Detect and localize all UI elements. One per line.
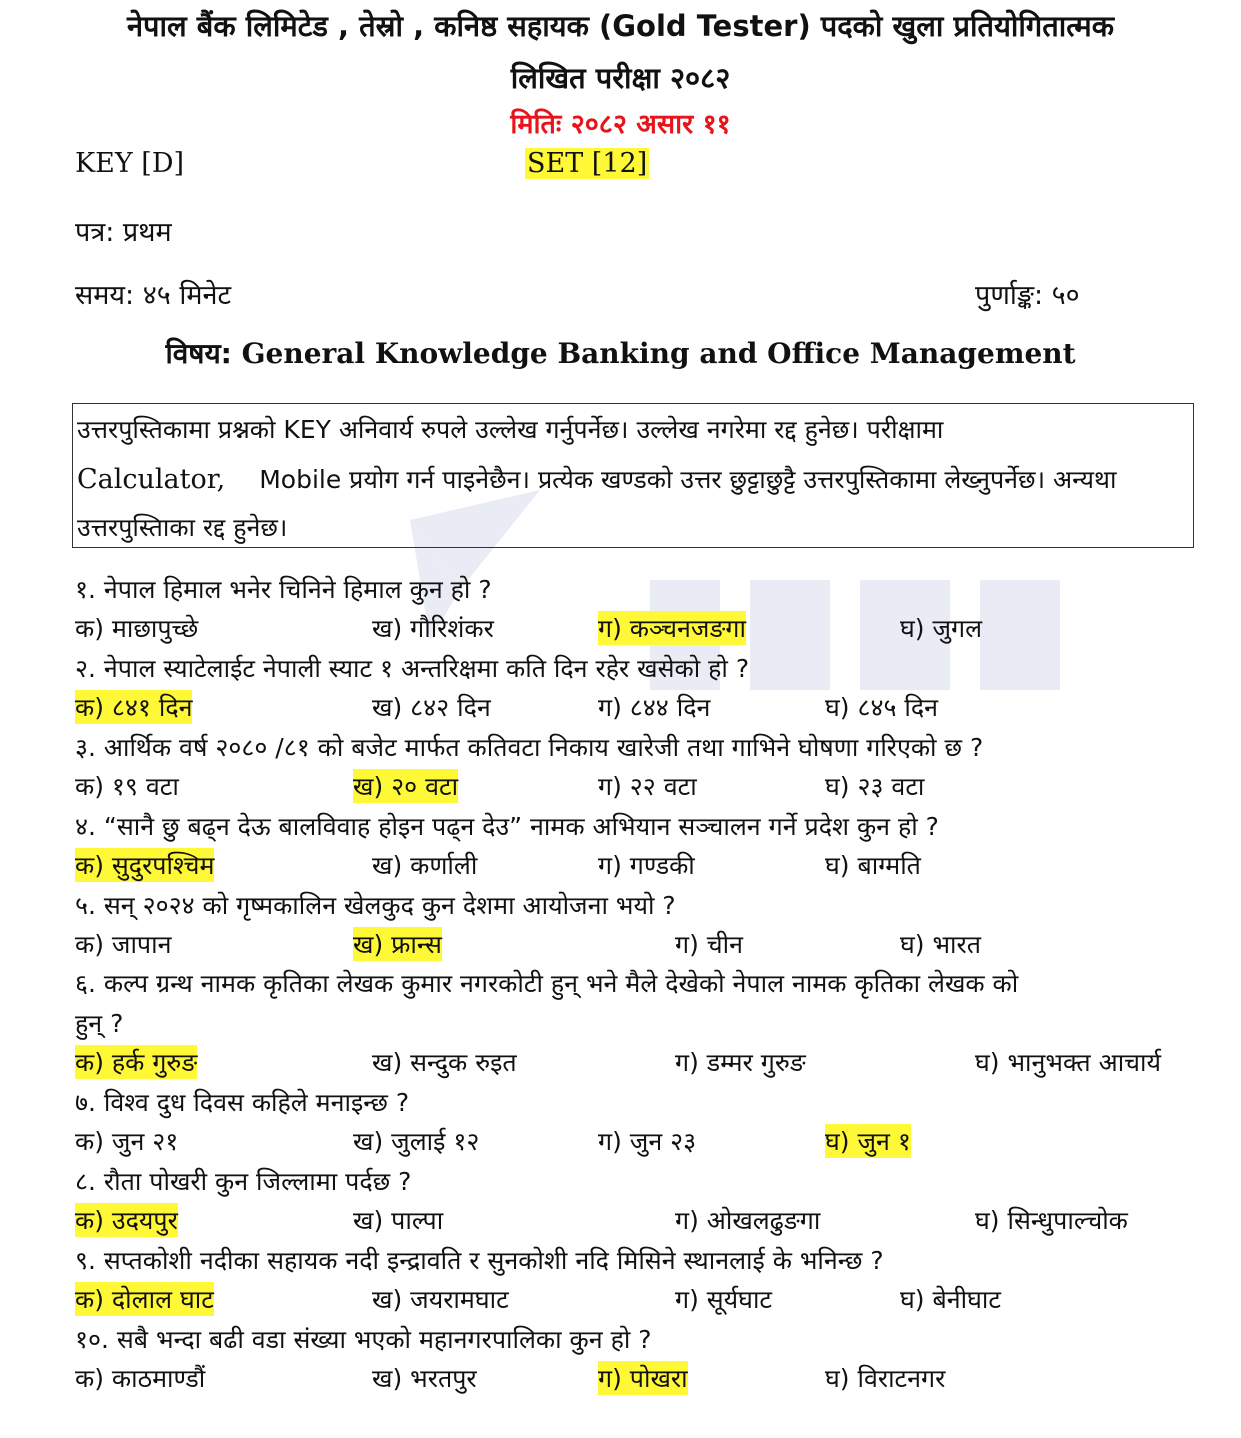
question-4: ४. “सानै छु बढ्न देऊ बालविवाह होइन पढ्न देउ” नामक अभियान सञ्चालन गर्ने प्रदेश कुन हो ? bbox=[75, 812, 939, 841]
question-5: ५. सन् २०२४ को गृष्मकालिन खेलकुद कुन देशमा आयोजना भयो ? bbox=[75, 891, 676, 920]
subject-name: General Knowledge Banking and Office Management bbox=[241, 337, 1076, 370]
question-1: १. नेपाल हिमाल भनेर चिनिने हिमाल कुन हो ? bbox=[75, 575, 492, 604]
q3-option-gha: घ) २३ वटा bbox=[825, 772, 925, 801]
question-9: ९. सप्तकोशी नदीका सहायक नदी इन्द्रावति र सुनकोशी नदि मिसिने स्थानलाई के भनिन्छ ? bbox=[75, 1246, 884, 1275]
q10-option-ka: क) काठमाण्डौं bbox=[75, 1364, 206, 1393]
q5-option-gha: घ) भारत bbox=[900, 930, 982, 959]
q7-option-kha: ख) जुलाई १२ bbox=[353, 1127, 480, 1156]
question-6-continued: हुन् ? bbox=[75, 1009, 124, 1038]
q3-option-kha-answer: ख) २० वटा bbox=[353, 769, 458, 803]
q4-option-ka-answer: क) सुदुरपश्चिम bbox=[75, 848, 214, 882]
exam-title-line-1: नेपाल बैंक लिमिटेड , तेस्रो , कनिष्ठ सहायक (Gold Tester) पदको खुला प्रतियोगितात्मक bbox=[126, 9, 1115, 43]
exam-date: मितिः २०८२ असार ११ bbox=[510, 109, 731, 140]
q5-option-ka: क) जापान bbox=[75, 930, 172, 959]
q10-option-kha: ख) भरतपुर bbox=[372, 1364, 477, 1393]
instruction-calculator: Calculator, bbox=[77, 464, 226, 495]
q10-option-ga-answer: ग) पोखरा bbox=[598, 1361, 688, 1395]
q8-option-gha: घ) सिन्धुपाल्चोक bbox=[975, 1206, 1128, 1235]
subject-label: विषय: bbox=[165, 337, 232, 370]
q2-option-ga: ग) ८४४ दिन bbox=[598, 693, 711, 722]
q10-option-gha: घ) विराटनगर bbox=[825, 1364, 946, 1393]
subject-heading bbox=[0, 334, 1241, 372]
q4-option-gha: घ) बाग्मति bbox=[825, 851, 921, 880]
q3-option-ka: क) १९ वटा bbox=[75, 772, 179, 801]
question-8: ८. रौता पोखरी कुन जिल्लामा पर्दछ ? bbox=[75, 1167, 412, 1196]
paper-label: पत्र: प्रथम bbox=[75, 217, 172, 248]
q1-option-ka: क) माछापुच्छे bbox=[75, 614, 199, 643]
question-7: ७. विश्व दुध दिवस कहिले मनाइन्छ ? bbox=[75, 1088, 410, 1117]
instruction-line-2 bbox=[77, 462, 1116, 496]
q7-option-gha-answer: घ) जुन १ bbox=[825, 1124, 911, 1158]
question-6: ६. कल्प ग्रन्थ नामक कृतिका लेखक कुमार नगरकोटी हुन् भने मैले देखेको नेपाल नामक कृतिका लेखक को bbox=[75, 969, 1019, 998]
q2-option-gha: घ) ८४५ दिन bbox=[825, 693, 939, 722]
q9-option-kha: ख) जयरामघाट bbox=[372, 1285, 509, 1314]
q1-option-ga-answer: ग) कञ्चनजङगा bbox=[598, 611, 746, 645]
q6-option-ka-answer: क) हर्क गुरुङ bbox=[75, 1045, 197, 1079]
q1-option-kha: ख) गौरिशंकर bbox=[372, 614, 494, 643]
q6-option-ga: ग) डम्मर गुरुङ bbox=[675, 1048, 806, 1077]
set-label: SET [12] bbox=[527, 148, 648, 179]
full-marks-label: पुर्णाङ्क: ५० bbox=[975, 280, 1080, 311]
q7-option-ka: क) जुन २१ bbox=[75, 1127, 179, 1156]
q2-option-ka-answer: क) ८४१ दिन bbox=[75, 690, 192, 724]
q5-option-ga: ग) चीन bbox=[675, 930, 744, 959]
instruction-line-1: उत्तरपुस्तिकामा प्रश्नको KEY अनिवार्य रुपले उल्लेख गर्नुपर्नेछ। उल्लेख नगरेमा रद्द हुनेछ। परीक्षामा bbox=[77, 415, 944, 444]
q8-option-kha: ख) पाल्पा bbox=[353, 1206, 444, 1235]
instruction-line-3: उत्तरपुस्तिाका रद्द हुनेछ। bbox=[77, 513, 288, 542]
q3-option-ga: ग) २२ वटा bbox=[598, 772, 697, 801]
q4-option-ga: ग) गण्डकी bbox=[598, 851, 695, 880]
question-10: १०. सबै भन्दा बढी वडा संख्या भएको महानगरपालिका कुन हो ? bbox=[75, 1325, 652, 1354]
time-label: समय: ४५ मिनेट bbox=[75, 280, 232, 311]
q6-option-kha: ख) सन्दुक रुइत bbox=[372, 1048, 517, 1077]
q9-option-gha: घ) बेनीघाट bbox=[900, 1285, 1001, 1314]
q4-option-kha: ख) कर्णाली bbox=[372, 851, 478, 880]
q9-option-ga: ग) सूर्यघाट bbox=[675, 1285, 773, 1314]
q6-option-gha: घ) भानुभक्त आचार्य bbox=[975, 1048, 1161, 1077]
q7-option-ga: ग) जुन २३ bbox=[598, 1127, 697, 1156]
question-3: ३. आर्थिक वर्ष २०८० /८१ को बजेट मार्फत कतिवटा निकाय खारेजी तथा गाभिने घोषणा गरिएको छ ? bbox=[75, 733, 984, 762]
q8-option-ka-answer: क) उदयपुर bbox=[75, 1203, 178, 1237]
q5-option-kha-answer: ख) फ्रान्स bbox=[353, 927, 442, 961]
q8-option-ga: ग) ओखलढुङगा bbox=[675, 1206, 821, 1235]
instruction-mobile: Mobile प्रयोग गर्न पाइनेछैन। प्रत्येक खण्डको उत्तर छुट्टाछुट्टै उत्तरपुस्तिकामा लेख्नुपर्नेछ। अन्यथा bbox=[259, 465, 1117, 494]
instructions-box bbox=[72, 403, 1194, 548]
q1-option-gha: घ) जुगल bbox=[900, 614, 983, 643]
answer-key-label: KEY [D] bbox=[75, 148, 185, 179]
q9-option-ka-answer: क) दोलाल घाट bbox=[75, 1282, 214, 1316]
question-2: २. नेपाल स्याटेलाईट नेपाली स्याट १ अन्तरिक्षमा कति दिन रहेर खसेको हो ? bbox=[75, 654, 750, 683]
q2-option-kha: ख) ८४२ दिन bbox=[372, 693, 491, 722]
exam-title-line-2: लिखित परीक्षा २०८२ bbox=[510, 61, 731, 95]
